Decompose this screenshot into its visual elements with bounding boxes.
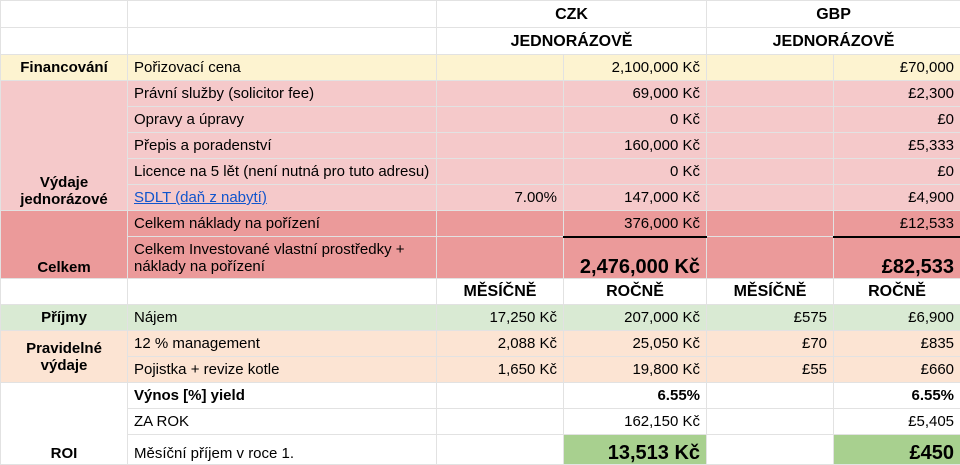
blank-cell[interactable] xyxy=(437,55,564,81)
category-vydaje[interactable]: Výdaje jednorázové xyxy=(1,81,128,211)
blank-cell[interactable] xyxy=(1,28,128,55)
row-label[interactable]: Měsíční příjem v roce 1. xyxy=(128,435,437,465)
row-label[interactable]: Opravy a úpravy xyxy=(128,107,437,133)
blank-cell[interactable] xyxy=(707,211,834,237)
jednorazove-header-czk[interactable]: JEDNORÁZOVĚ xyxy=(437,28,707,55)
blank-cell[interactable] xyxy=(707,133,834,159)
value-czk-monthly[interactable]: 17,250 Kč xyxy=(437,305,564,331)
za-rok-czk[interactable]: 162,150 Kč xyxy=(564,409,707,435)
value-gbp-monthly[interactable]: £70 xyxy=(707,331,834,357)
blank-cell[interactable] xyxy=(437,81,564,107)
blank-cell[interactable] xyxy=(128,279,437,305)
value-czk[interactable]: 160,000 Kč xyxy=(564,133,707,159)
blank-cell[interactable] xyxy=(128,28,437,55)
value-czk[interactable]: 147,000 Kč xyxy=(564,185,707,211)
header-monthly-gbp[interactable]: MĚSÍČNĚ xyxy=(707,279,834,305)
blank-cell[interactable] xyxy=(1,1,128,28)
category-celkem[interactable]: Celkem xyxy=(1,211,128,279)
blank-cell[interactable] xyxy=(707,237,834,279)
value-czk-monthly[interactable]: 1,650 Kč xyxy=(437,357,564,383)
yield-czk[interactable]: 6.55% xyxy=(564,383,707,409)
value-czk-monthly[interactable]: 2,088 Kč xyxy=(437,331,564,357)
row-label[interactable] xyxy=(128,185,437,211)
za-rok-gbp[interactable]: £5,405 xyxy=(834,409,960,435)
total-czk[interactable]: 2,476,000 Kč xyxy=(564,237,707,279)
blank-cell[interactable] xyxy=(437,159,564,185)
blank-cell[interactable] xyxy=(707,185,834,211)
row-label[interactable]: Pořizovací cena xyxy=(128,55,437,81)
value-czk[interactable]: 2,100,000 Kč xyxy=(564,55,707,81)
value-czk[interactable]: 376,000 Kč xyxy=(564,211,707,237)
yield-gbp[interactable]: 6.55% xyxy=(834,383,960,409)
blank-cell[interactable] xyxy=(437,107,564,133)
category-financovani[interactable]: Financování xyxy=(1,55,128,81)
sdlt-link[interactable]: SDLT (daň z nabytí) xyxy=(134,189,267,206)
blank-cell[interactable] xyxy=(437,133,564,159)
blank-cell[interactable] xyxy=(707,55,834,81)
row-label[interactable]: Nájem xyxy=(128,305,437,331)
row-label[interactable]: Výnos [%] yield xyxy=(128,383,437,409)
value-czk-yearly[interactable]: 19,800 Kč xyxy=(564,357,707,383)
value-gbp[interactable]: £4,900 xyxy=(834,185,960,211)
value-gbp-yearly[interactable]: £835 xyxy=(834,331,960,357)
currency-header-czk[interactable]: CZK xyxy=(437,1,707,28)
value-gbp[interactable]: £0 xyxy=(834,107,960,133)
blank-cell[interactable] xyxy=(707,159,834,185)
monthly-income-czk[interactable]: 13,513 Kč xyxy=(564,435,707,465)
blank-cell[interactable] xyxy=(437,237,564,279)
value-czk[interactable]: 0 Kč xyxy=(564,107,707,133)
value-gbp[interactable]: £12,533 xyxy=(834,211,960,237)
row-label[interactable]: ZA ROK xyxy=(128,409,437,435)
blank-cell[interactable] xyxy=(707,409,834,435)
category-roi[interactable]: ROI xyxy=(1,383,128,465)
blank-cell[interactable] xyxy=(437,435,564,465)
blank-cell[interactable] xyxy=(707,107,834,133)
row-label[interactable]: Právní služby (solicitor fee) xyxy=(128,81,437,107)
value-gbp-yearly[interactable]: £660 xyxy=(834,357,960,383)
blank-cell[interactable] xyxy=(707,435,834,465)
currency-header-gbp[interactable]: GBP xyxy=(707,1,960,28)
header-yearly-gbp[interactable]: ROČNĚ xyxy=(834,279,960,305)
header-monthly-czk[interactable]: MĚSÍČNĚ xyxy=(437,279,564,305)
value-gbp[interactable]: £0 xyxy=(834,159,960,185)
value-czk-yearly[interactable]: 207,000 Kč xyxy=(564,305,707,331)
row-label[interactable]: Celkem náklady na pořízení xyxy=(128,211,437,237)
header-yearly-czk[interactable]: ROČNĚ xyxy=(564,279,707,305)
blank-cell[interactable] xyxy=(437,409,564,435)
total-gbp[interactable]: £82,533 xyxy=(834,237,960,279)
sdlt-rate[interactable]: 7.00% xyxy=(437,185,564,211)
row-label[interactable]: Přepis a poradenství xyxy=(128,133,437,159)
value-gbp[interactable]: £5,333 xyxy=(834,133,960,159)
value-gbp[interactable]: £70,000 xyxy=(834,55,960,81)
category-pravidelne[interactable]: Pravidelné výdaje xyxy=(1,331,128,383)
value-czk-yearly[interactable]: 25,050 Kč xyxy=(564,331,707,357)
value-gbp-monthly[interactable]: £55 xyxy=(707,357,834,383)
category-prijmy[interactable]: Příjmy xyxy=(1,305,128,331)
value-gbp-monthly[interactable]: £575 xyxy=(707,305,834,331)
value-gbp-yearly[interactable]: £6,900 xyxy=(834,305,960,331)
blank-cell[interactable] xyxy=(1,279,128,305)
jednorazove-header-gbp[interactable]: JEDNORÁZOVĚ xyxy=(707,28,960,55)
value-czk[interactable]: 69,000 Kč xyxy=(564,81,707,107)
blank-cell[interactable] xyxy=(437,383,564,409)
monthly-income-gbp[interactable]: £450 xyxy=(834,435,960,465)
blank-cell[interactable] xyxy=(128,1,437,28)
blank-cell[interactable] xyxy=(707,383,834,409)
row-label[interactable]: Pojistka + revize kotle xyxy=(128,357,437,383)
blank-cell[interactable] xyxy=(707,81,834,107)
row-label[interactable]: Celkem Investované vlastní prostředky + náklady na pořízení xyxy=(128,237,437,279)
value-gbp[interactable]: £2,300 xyxy=(834,81,960,107)
value-czk[interactable]: 0 Kč xyxy=(564,159,707,185)
row-label[interactable]: Licence na 5 lět (není nutná pro tuto adresu) xyxy=(128,159,437,185)
row-label[interactable]: 12 % management xyxy=(128,331,437,357)
blank-cell[interactable] xyxy=(437,211,564,237)
